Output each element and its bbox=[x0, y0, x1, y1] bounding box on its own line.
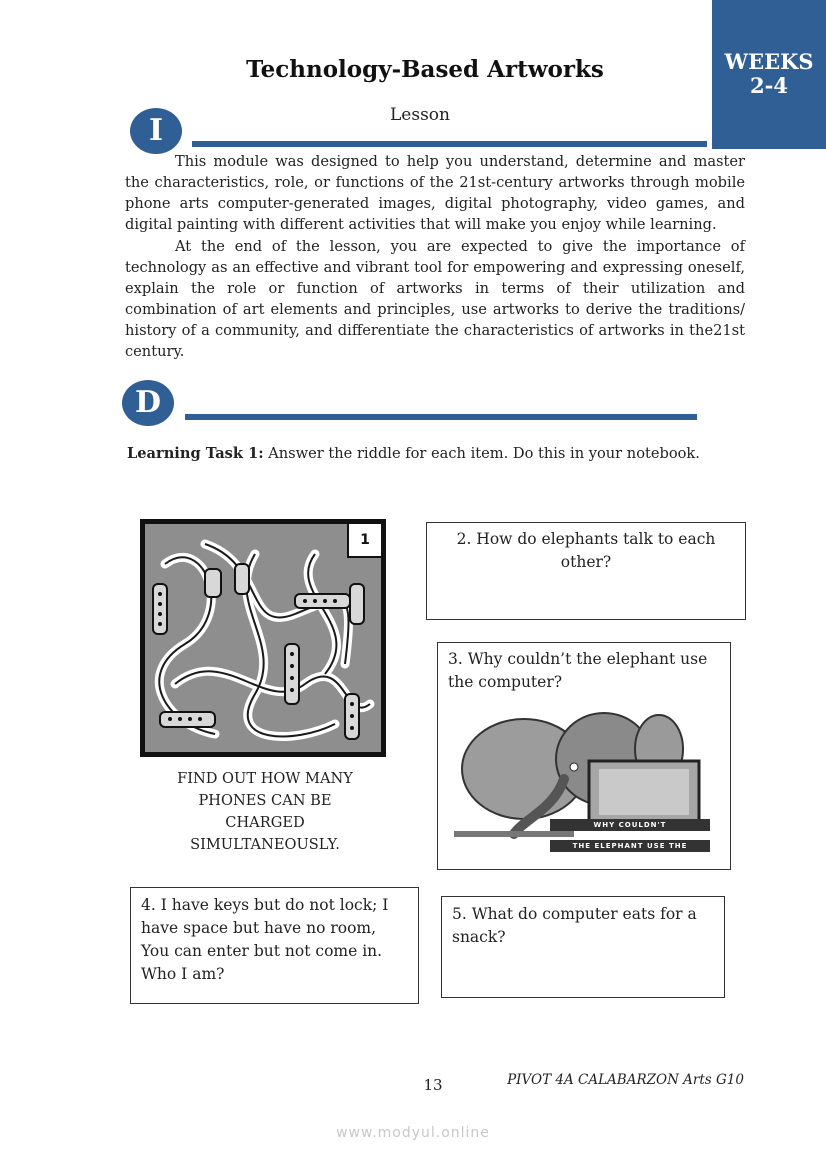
riddle-3-box bbox=[437, 642, 731, 870]
riddle-3-text: 3. Why couldn’t the elephant use the computer? bbox=[448, 650, 708, 691]
item-1-caption-line: CHARGED bbox=[225, 814, 305, 831]
item-1-caption-line: PHONES CAN BE bbox=[198, 792, 332, 809]
lesson-label: Lesson bbox=[390, 105, 450, 125]
item-1-caption-line: FIND OUT HOW MANY bbox=[177, 770, 353, 787]
item-1-number: 1 bbox=[347, 524, 381, 558]
learning-task-text: Answer the riddle for each item. Do this in your notebook. bbox=[263, 445, 700, 462]
item-1-caption bbox=[140, 768, 390, 856]
riddle-4-text: 4. I have keys but do not lock; I have space but have no room, You can enter but not come in. Who I am? bbox=[141, 896, 389, 983]
riddle-4-box bbox=[130, 887, 419, 1004]
item-1-caption-line: SIMULTANEOUSLY. bbox=[190, 836, 340, 853]
phone-maze-image bbox=[140, 519, 386, 757]
publication-label: PIVOT 4A CALABARZON Arts G10 bbox=[507, 1072, 744, 1088]
riddle-3-banner-bottom: THE ELEPHANT USE THE COMPUTER? bbox=[550, 840, 710, 852]
section-d-badge: D bbox=[122, 380, 174, 426]
section-d-rule bbox=[185, 414, 697, 420]
lesson-paragraph-1 bbox=[125, 151, 745, 235]
riddle-5-box bbox=[441, 896, 725, 998]
weeks-label: WEEKS bbox=[724, 49, 814, 74]
page-title: Technology-Based Artworks bbox=[246, 56, 604, 83]
learning-task bbox=[127, 445, 767, 462]
weeks-range: 2-4 bbox=[750, 73, 788, 98]
section-i-rule bbox=[192, 141, 707, 147]
lesson-paragraph-1-text: This module was designed to help you understand, determine and master the characteristics, role, or functions of the 21st-century artworks through mobile phone arts computer-generated images, digital photography, video games, and digital painting with different activities that will make you enjoy while learning. bbox=[125, 153, 745, 233]
elephant-computer-illustration bbox=[454, 709, 716, 855]
riddle-5-text: 5. What do computer eats for a snack? bbox=[452, 905, 697, 946]
watermark: www.modyul.online bbox=[336, 1125, 490, 1141]
page-number: 13 bbox=[423, 1076, 443, 1094]
section-i-badge: I bbox=[130, 108, 182, 154]
lesson-paragraph-2 bbox=[125, 236, 745, 362]
tangled-cables-illustration bbox=[145, 524, 381, 752]
riddle-2-text: 2. How do elephants talk to each other? bbox=[456, 530, 716, 571]
riddle-3-banner-top: WHY COULDN'T bbox=[550, 819, 710, 831]
learning-task-label: Learning Task 1: bbox=[127, 445, 264, 462]
weeks-badge bbox=[712, 0, 826, 149]
riddle-2-box bbox=[426, 522, 746, 620]
lesson-paragraph-2-text: At the end of the lesson, you are expected to give the importance of technology as an effective and vibrant tool for empowering and expressing oneself, explain the role or function of artworks in terms of their utilization and combination of art elements and principles, use artworks to derive the traditions/ history of a community, and differentiate the characteristics of artworks in the21st century. bbox=[125, 238, 745, 360]
